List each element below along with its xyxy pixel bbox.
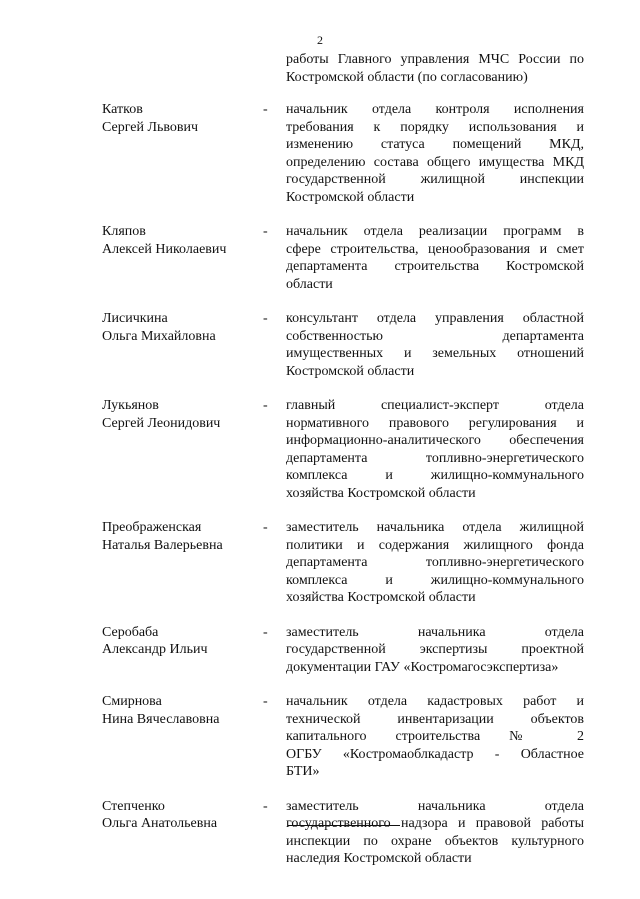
position-line: государственной экспертизы проектной: [286, 642, 584, 657]
member-surname: Лисичкина: [102, 311, 168, 326]
member-name: [102, 223, 262, 258]
dash-separator: -: [263, 311, 268, 326]
intro-continuation: [286, 51, 584, 86]
position-line: капитального строительства № 2: [286, 729, 584, 744]
member-given-names: Наталья Валерьевна: [102, 537, 223, 553]
dash-separator: -: [263, 798, 268, 814]
position-line: документации ГАУ «Костромагосэкспертиза»: [286, 659, 559, 675]
member-position: [286, 798, 584, 868]
member-name: [102, 798, 262, 833]
position-line: консультант отдела управления областной: [286, 311, 584, 326]
position-line: требования к порядку использования и: [286, 119, 584, 135]
member-position: [286, 693, 584, 781]
position-line: государственного надзора и правовой работы: [286, 816, 584, 831]
position-line: департамента топливно-энергетического: [286, 555, 584, 570]
dash-separator: -: [263, 520, 268, 535]
member-surname: Смирнова: [102, 694, 162, 709]
position-line: комплекса и жилищно-коммунального: [286, 468, 584, 483]
position-line: начальник отдела контроля исполнения: [286, 102, 584, 117]
member-surname: Лукьянов: [102, 398, 159, 413]
member-name: [102, 693, 262, 728]
member-position: [286, 223, 584, 293]
position-line: определению состава общего имущества МКД: [286, 154, 584, 170]
position-line: нормативного правового регулирования и: [286, 415, 584, 431]
member-given-names: Александр Ильич: [102, 642, 208, 657]
member-position: [286, 310, 584, 380]
member-entry: [0, 310, 640, 380]
position-line: Костромской области: [286, 189, 415, 205]
position-line: государственной жилищной инспекции: [286, 172, 584, 187]
position-line: БТИ»: [286, 764, 320, 779]
member-position: [286, 519, 584, 607]
member-position: [286, 101, 584, 206]
intro-line: Костромской области (по согласованию): [286, 69, 528, 85]
member-surname: Преображенская: [102, 520, 202, 535]
position-line: информационно-аналитического обеспечения: [286, 433, 584, 448]
member-entry: [0, 624, 640, 677]
member-name: [102, 397, 262, 432]
page-number: 2: [317, 33, 323, 47]
dash-separator: -: [263, 224, 268, 239]
member-name: [102, 519, 262, 554]
member-surname: Степченко: [102, 798, 165, 814]
member-surname: Кляпов: [102, 224, 146, 239]
intro-line: работы Главного управления МЧС России по: [286, 52, 584, 67]
position-line: заместитель начальника отдела: [286, 624, 584, 640]
dash-separator: -: [263, 694, 268, 709]
position-line: заместитель начальника отдела: [286, 798, 584, 814]
member-entry: [0, 223, 640, 293]
member-position: [286, 624, 584, 677]
position-line: сфере строительства, ценообразования и смет: [286, 241, 584, 257]
member-entry: [0, 101, 640, 206]
member-name: [102, 624, 262, 659]
position-line: хозяйства Костромской области: [286, 485, 476, 501]
position-line: департамента строительства Костромской: [286, 259, 584, 274]
position-line: инспекции по охране объектов культурного: [286, 833, 584, 849]
member-list: [0, 101, 640, 868]
member-entry: [0, 693, 640, 781]
position-line: ОГБУ «Костромаоблкадастр - Областное: [286, 746, 584, 762]
position-line: области: [286, 276, 333, 292]
position-line: начальник отдела кадастровых работ и: [286, 694, 584, 709]
position-line: изменению статуса помещений МКД,: [286, 137, 584, 152]
member-given-names: Ольга Михайловна: [102, 328, 216, 344]
position-line: комплекса и жилищно-коммунального: [286, 572, 584, 588]
member-given-names: Нина Вячеславовна: [102, 711, 220, 727]
member-given-names: Сергей Леонидович: [102, 415, 221, 431]
member-given-names: Алексей Николаевич: [102, 241, 227, 257]
member-entry: [0, 798, 640, 868]
member-name: [102, 101, 262, 136]
dash-separator: -: [263, 398, 268, 413]
closing-rule: [288, 825, 400, 826]
position-line: собственностью департамента: [286, 328, 584, 344]
position-line: хозяйства Костромской области: [286, 590, 476, 605]
position-line: главный специалист-эксперт отдела: [286, 398, 584, 413]
dash-separator: -: [263, 624, 268, 640]
position-line: технической инвентаризации объектов: [286, 711, 584, 727]
member-entry: [0, 519, 640, 607]
member-entry: [0, 397, 640, 502]
position-line: департамента топливно-энергетического: [286, 450, 584, 466]
position-line: начальник отдела реализации программ в: [286, 224, 584, 239]
position-line: Костромской области: [286, 363, 415, 379]
dash-separator: -: [263, 102, 268, 117]
position-line: политики и содержания жилищного фонда: [286, 537, 584, 553]
member-given-names: Сергей Львович: [102, 119, 199, 135]
position-line: наследия Костромской области: [286, 851, 472, 866]
member-name: [102, 310, 262, 345]
member-surname: Серобаба: [102, 624, 159, 640]
member-given-names: Ольга Анатольевна: [102, 816, 218, 831]
member-surname: Катков: [102, 102, 143, 117]
position-line: заместитель начальника отдела жилищной: [286, 520, 584, 535]
member-position: [286, 397, 584, 502]
position-line: имущественных и земельных отношений: [286, 346, 584, 361]
